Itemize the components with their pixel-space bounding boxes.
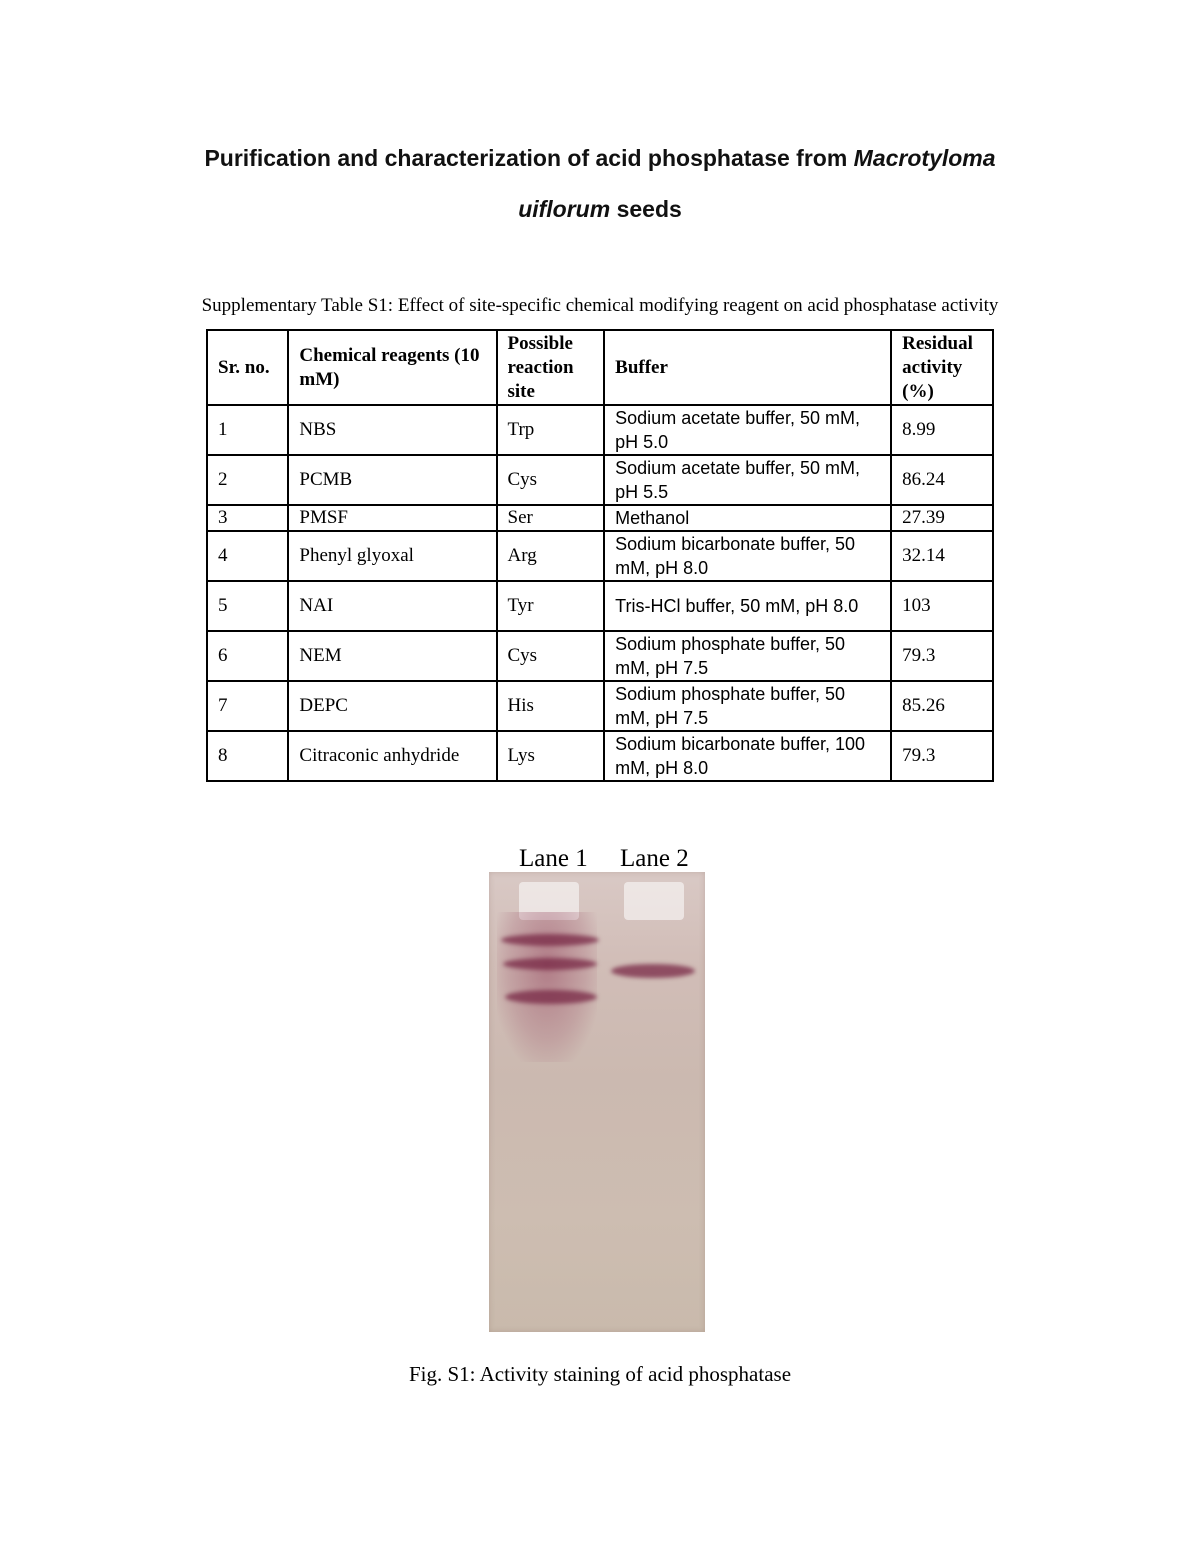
paper-title-line2 [0, 196, 1200, 223]
lane2-label: Lane 2 [620, 845, 689, 872]
cell-sr: 8 [207, 731, 288, 781]
cell-reagent: Phenyl glyoxal [288, 531, 496, 581]
cell-site: Trp [497, 405, 605, 455]
title-suffix: seeds [610, 196, 682, 222]
header-reaction-site: Possible reaction site [497, 330, 605, 405]
table-header-row [207, 330, 993, 405]
cell-sr: 3 [207, 505, 288, 531]
cell-reagent: PMSF [288, 505, 496, 531]
cell-sr: 4 [207, 531, 288, 581]
table-row [207, 531, 993, 581]
cell-reagent: PCMB [288, 455, 496, 505]
gel-band-lane1 [505, 990, 597, 1004]
results-table [206, 329, 994, 782]
cell-buffer: Sodium acetate buffer, 50 mM, pH 5.5 [604, 455, 891, 505]
header-chemical-reagents: Chemical reagents (10 mM) [288, 330, 496, 405]
cell-buffer: Sodium phosphate buffer, 50 mM, pH 7.5 [604, 631, 891, 681]
title-genus: Macrotyloma [853, 145, 996, 171]
cell-site: Cys [497, 631, 605, 681]
cell-activity: 79.3 [891, 631, 993, 681]
cell-sr: 7 [207, 681, 288, 731]
cell-reagent: NBS [288, 405, 496, 455]
cell-buffer: Sodium bicarbonate buffer, 50 mM, pH 8.0 [604, 531, 891, 581]
cell-reagent: NEM [288, 631, 496, 681]
gel-band-lane1 [503, 958, 597, 970]
paper-title-line1 [0, 145, 1200, 172]
cell-site: Ser [497, 505, 605, 531]
table-row [207, 581, 993, 631]
cell-reagent: DEPC [288, 681, 496, 731]
cell-activity: 103 [891, 581, 993, 631]
cell-activity: 8.99 [891, 405, 993, 455]
cell-buffer: Sodium bicarbonate buffer, 100 mM, pH 8.0 [604, 731, 891, 781]
header-buffer: Buffer [604, 330, 891, 405]
cell-reagent: NAI [288, 581, 496, 631]
gel-well-lane2 [624, 882, 684, 920]
table-row [207, 731, 993, 781]
cell-sr: 5 [207, 581, 288, 631]
cell-site: Lys [497, 731, 605, 781]
cell-reagent: Citraconic anhydride [288, 731, 496, 781]
table-row [207, 405, 993, 455]
cell-buffer: Tris-HCl buffer, 50 mM, pH 8.0 [604, 581, 891, 631]
table-row [207, 631, 993, 681]
cell-sr: 1 [207, 405, 288, 455]
title-species: uiflorum [518, 196, 611, 222]
cell-activity: 79.3 [891, 731, 993, 781]
cell-buffer: Sodium phosphate buffer, 50 mM, pH 7.5 [604, 681, 891, 731]
cell-activity: 32.14 [891, 531, 993, 581]
gel-image [489, 872, 705, 1332]
table-row [207, 455, 993, 505]
cell-sr: 6 [207, 631, 288, 681]
cell-activity: 27.39 [891, 505, 993, 531]
cell-activity: 85.26 [891, 681, 993, 731]
header-residual-activity: Residual activity (%) [891, 330, 993, 405]
cell-buffer: Methanol [604, 505, 891, 531]
cell-site: His [497, 681, 605, 731]
cell-sr: 2 [207, 455, 288, 505]
table-caption: Supplementary Table S1: Effect of site-specific chemical modifying reagent on acid phosphatase activity [201, 295, 999, 316]
lane1-label: Lane 1 [519, 845, 588, 872]
cell-site: Tyr [497, 581, 605, 631]
title-prefix: Purification and characterization of acid phosphatase from [204, 145, 854, 171]
cell-activity: 86.24 [891, 455, 993, 505]
table-row [207, 681, 993, 731]
figure-caption: Fig. S1: Activity staining of acid phosphatase [408, 1362, 792, 1386]
header-sr-no: Sr. no. [207, 330, 288, 405]
gel-band-lane1 [501, 934, 599, 946]
gel-band-lane2 [611, 964, 695, 978]
cell-buffer: Sodium acetate buffer, 50 mM, pH 5.0 [604, 405, 891, 455]
table-row [207, 505, 993, 531]
cell-site: Arg [497, 531, 605, 581]
cell-site: Cys [497, 455, 605, 505]
